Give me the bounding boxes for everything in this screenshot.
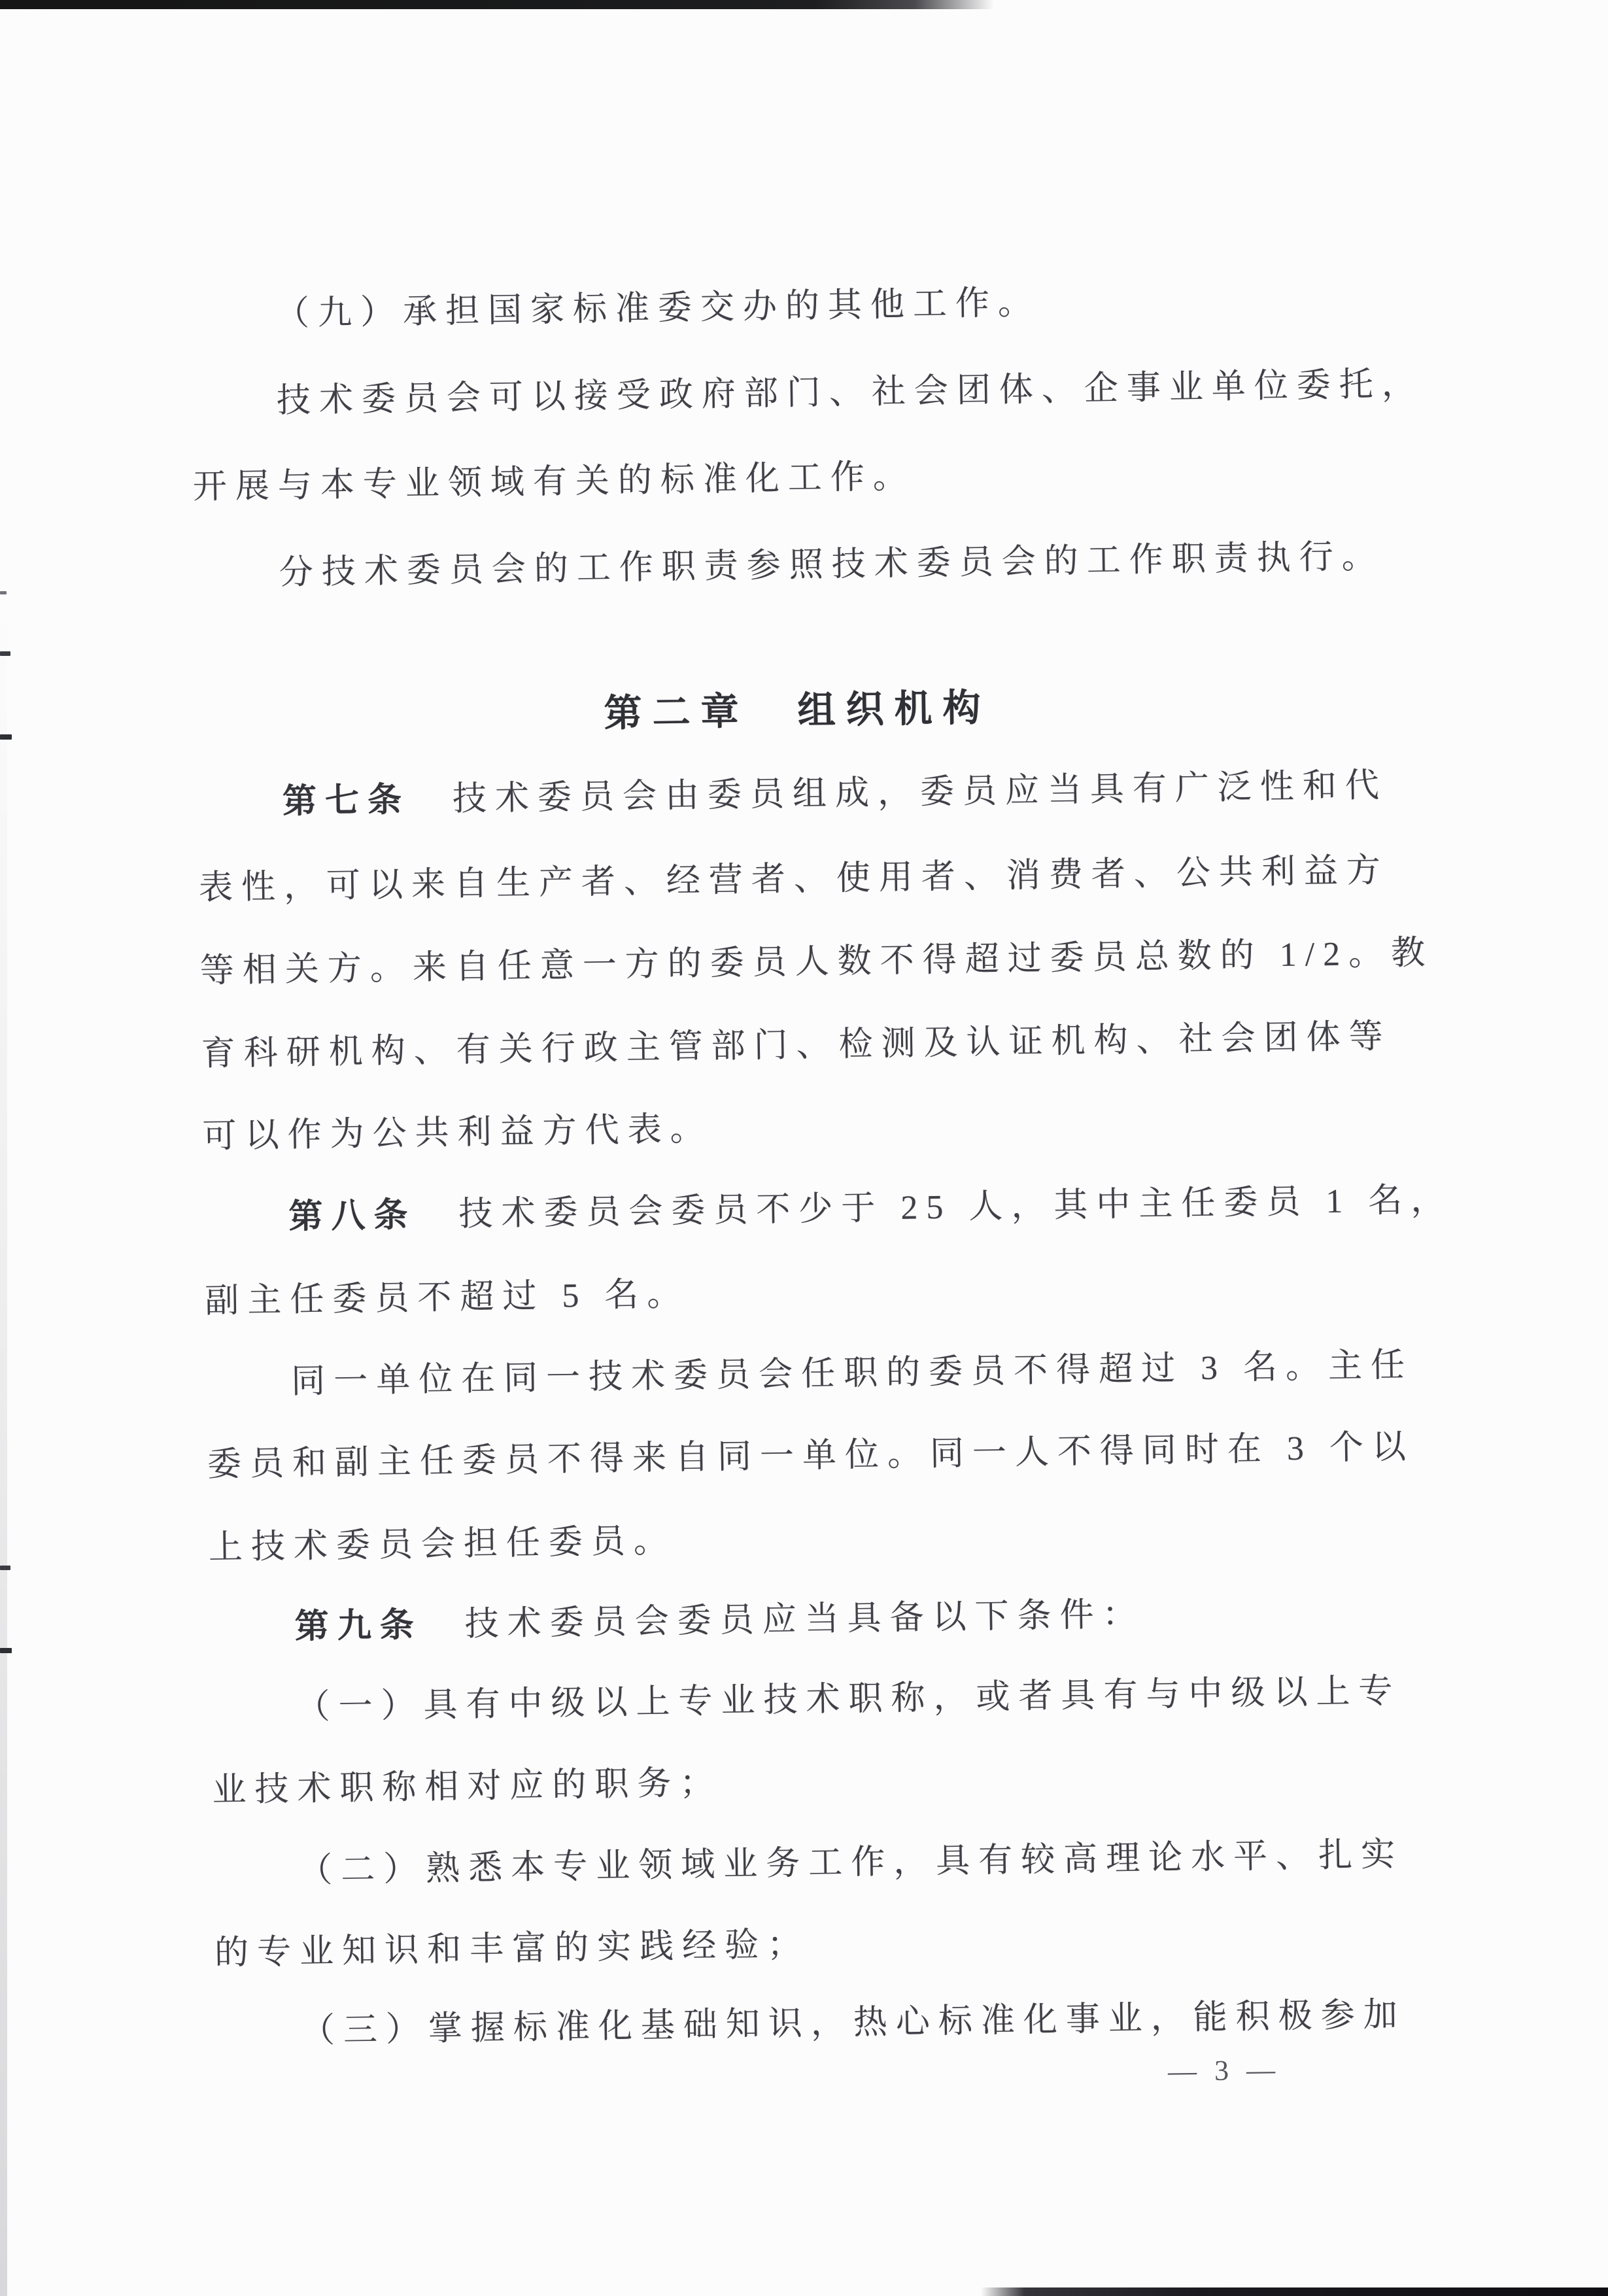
text-line-body: 上技术委员会担任委员。 [208,1522,677,1567]
text-line-body: 技术委员会委员不少于 25 人，其中主任委员 1 名， [416,1181,1454,1234]
text-line [199,850,1390,909]
article-number: 第七条 [282,780,411,821]
text-line [300,1994,1406,2051]
text-line [205,1274,690,1322]
text-line [279,536,1384,594]
text-line [288,1179,1454,1237]
text-line-body: 可以作为公共利益方代表。 [202,1110,713,1156]
text-line-body: 育科研机构、有关行政主管部门、检测及认证机构、社会团体等 [201,1018,1392,1073]
text-line-body: 分技术委员会的工作职责参照技术委员会的工作职责执行。 [279,538,1385,592]
text-line [209,1520,677,1569]
chapter-heading: 第二章 组织机构 [604,686,992,735]
text-line [291,1345,1414,1402]
text-line-body: 的专业知识和丰富的实践经验； [214,1926,810,1972]
text-line-body: （二）熟悉本专业领域业务工作，具有较高理论水平、扎实 [298,1836,1404,1890]
text-line-body: 技术委员会可以接受政府部门、社会团体、企事业单位委托， [276,365,1425,420]
text-line [202,1108,713,1157]
text-line-body: 表性，可以来自生产者、经营者、使用者、消费者、公共利益方 [198,851,1390,907]
text-line [282,765,1388,823]
text-line [277,364,1425,422]
text-line-body: 同一单位在同一技术委员会任职的委员不得超过 3 名。主任 [290,1346,1414,1401]
text-line-body: 技术委员会委员应当具备以下条件： [422,1596,1146,1644]
text-line [296,1671,1401,1728]
text-line-body: 等相关方。来自任意一方的委员人数不得超过委员总数的 1/2。教 [199,934,1434,990]
text-line-body: 业技术职称相对应的职务； [212,1764,723,1809]
text-line-body: 委员和副主任委员不得来自同一单位。同一人不得同时在 3 个以 [207,1428,1415,1484]
text-line [214,1924,810,1974]
text-line-body: （九）承担国家标准委交办的其他工作。 [275,284,1041,333]
text-line [192,456,915,507]
text-line [212,1762,723,1811]
text-line [275,283,1041,335]
text-line [298,1834,1404,1892]
text-line [199,933,1433,992]
text-line [207,1426,1415,1485]
text-line-body: （一）具有中级以上专业技术职称，或者具有与中级以上专 [296,1672,1401,1726]
article-number: 第九条 [294,1605,423,1646]
text-line [294,1594,1145,1647]
text-line-body: 开展与本专业领域有关的标准化工作。 [192,458,916,506]
text-line [201,1016,1392,1075]
text-line-body: 副主任委员不超过 5 名。 [204,1275,690,1320]
text-line-body: 技术委员会由委员组成，委员应当具有广泛性和代 [409,766,1388,819]
text-line-body: （三）掌握标准化基础知识，热心标准化事业，能积极参加 [300,1996,1407,2050]
page-number: — 3 — [1167,2053,1281,2087]
article-number: 第八条 [288,1195,417,1236]
